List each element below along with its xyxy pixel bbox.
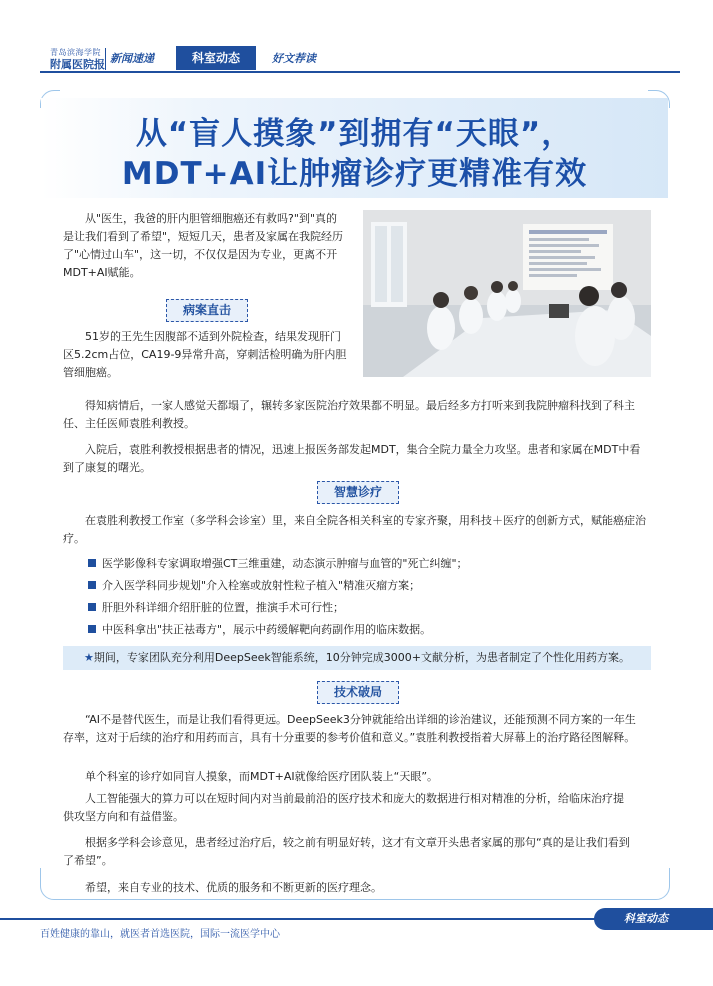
footer-section-tag: 科室动态 [594,908,713,930]
square-bullet-icon [88,559,96,567]
smart-paragraph-1 [63,512,663,548]
bullet-item [88,555,468,573]
deepseek-highlight-box [63,646,651,670]
masthead-logo [50,47,110,71]
tech-paragraph-4 [63,834,663,870]
header-rule [40,71,680,73]
frame-gap-right [666,108,671,868]
case-line: 得知病情后，一家人感觉天都塌了，辗转多家医院治疗效果都不明显。最后经多方打听来到我院肿瘤科找到了科主 [85,399,635,412]
case-line: 任、主任医师袁胜利教授。 [63,417,195,430]
square-bullet-icon [88,603,96,611]
bullet-text: 中医科拿出"扶正祛毒方"，展示中药缓解靶向药副作用的临床数据。 [102,623,432,636]
star-icon: ★ [84,651,94,664]
smart-line: 疗。 [63,532,85,545]
case-paragraph-2 [63,397,663,433]
tech-line: 了希望”。 [63,854,113,867]
intro-line: 从"医生，我爸的肝内胆管细胞癌还有救吗?"到"真的 [85,212,338,225]
tech-line: 供攻坚方向和有益借鉴。 [63,810,184,823]
tech-line: 根据多学科会诊意见，患者经过治疗后，较之前有明显好转，这才有文章开头患者家属的那句“真的是让我们看到 [85,836,630,849]
masthead-paper-name: 附属医院报 [50,58,105,71]
frame-gap-top [60,88,648,93]
intro-paragraph [63,210,355,282]
nav-tab-news[interactable]: 新闻速递 [110,52,154,65]
tech-paragraph-5: 希望，来自专业的技术、优质的服务和不断更新的医疗理念。 [85,881,382,894]
case-line: 51岁的王先生因腹部不适到外院检查，结果发现肝门 [85,330,341,343]
bullet-item [88,621,431,639]
article-title-line1: 从“盲人摸象”到拥有“天眼”， [135,116,574,152]
frame-gap-left [38,108,43,868]
bullet-item [88,577,420,595]
footer-rule [0,918,610,920]
tech-paragraph-1 [63,711,663,747]
smart-line: 在袁胜利教授工作室（多学科会诊室）里，来自全院各相关科室的专家齐聚，用科技＋医疗的创新方式，赋能癌症治 [85,514,646,527]
footer-slogan: 百姓健康的靠山，就医者首选医院，国际一流医学中心 [40,929,280,940]
bullet-text: 肝胆外科详细介绍肝脏的位置，推演手术可行性； [102,601,344,614]
intro-line: MDT+AI赋能。 [63,266,141,279]
nav-tab-department-news[interactable]: 科室动态 [176,46,256,70]
section-heading-case: 病案直击 [166,299,248,322]
bullet-item [88,599,344,617]
meeting-room-illustration [363,210,651,377]
mdt-meeting-photo [363,210,651,377]
nav-tab-recommended[interactable]: 好文荐读 [272,52,316,65]
case-paragraph-1 [63,328,355,382]
masthead-school: 青岛滨海学院 [50,48,101,57]
header-divider [105,48,106,70]
highlight-text: 期间，专家团队充分利用DeepSeek智能系统，10分钟完成3000+文献分析，为患者制定了个性化用药方案。 [93,651,630,664]
section-heading-tech: 技术破局 [317,681,399,704]
case-line: 区5.2cm占位，CA19-9异常升高，穿刺活检明确为肝内胆 [63,348,347,361]
bullet-text: 医学影像科专家调取增强CT三维重建，动态演示肿瘤与血管的"死亡纠缠"； [102,557,468,570]
case-line: 管细胞癌。 [63,366,118,379]
case-line: 入院后，袁胜利教授根据患者的情况，迅速上报医务部发起MDT，集合全院力量全力攻坚。患者和家属在MDT中看 [85,443,641,456]
square-bullet-icon [88,625,96,633]
tech-paragraph-3 [63,790,663,826]
case-line: 到了康复的曙光。 [63,461,151,474]
intro-line: 是让我们看到了希望"，短短几天，患者及家属在我院经历 [63,230,344,243]
square-bullet-icon [88,581,96,589]
bullet-text: 介入医学科同步规划"介入栓塞或放射性粒子植入"精准灭瘤方案； [102,579,421,592]
tech-line: 存率，这对于后续的治疗和用药而言，具有十分重要的参考价值和意义。”袁胜利教授指着大屏幕上的治疗路径图解释。 [63,731,636,744]
tech-line: “AI不是替代医生，而是让我们看得更远。DeepSeek3分钟就能给出详细的诊治建议，还能预测不同方案的一年生 [85,713,636,726]
tech-line: 人工智能强大的算力可以在短时间内对当前最前沿的医疗技术和庞大的数据进行相对精准的分析，给临床治疗提 [85,792,624,805]
case-paragraph-3 [63,441,663,477]
intro-line: 了"心情过山车"，这一切，不仅仅是因为专业，更离不开 [63,248,338,261]
tech-paragraph-2: 单个科室的诊疗如同盲人摸象，而MDT+AI就像给医疗团队装上“天眼”。 [85,770,439,783]
section-heading-smart: 智慧诊疗 [317,481,399,504]
article-title-line2: MDT+AI让肿瘤诊疗更精准有效 [121,156,588,192]
